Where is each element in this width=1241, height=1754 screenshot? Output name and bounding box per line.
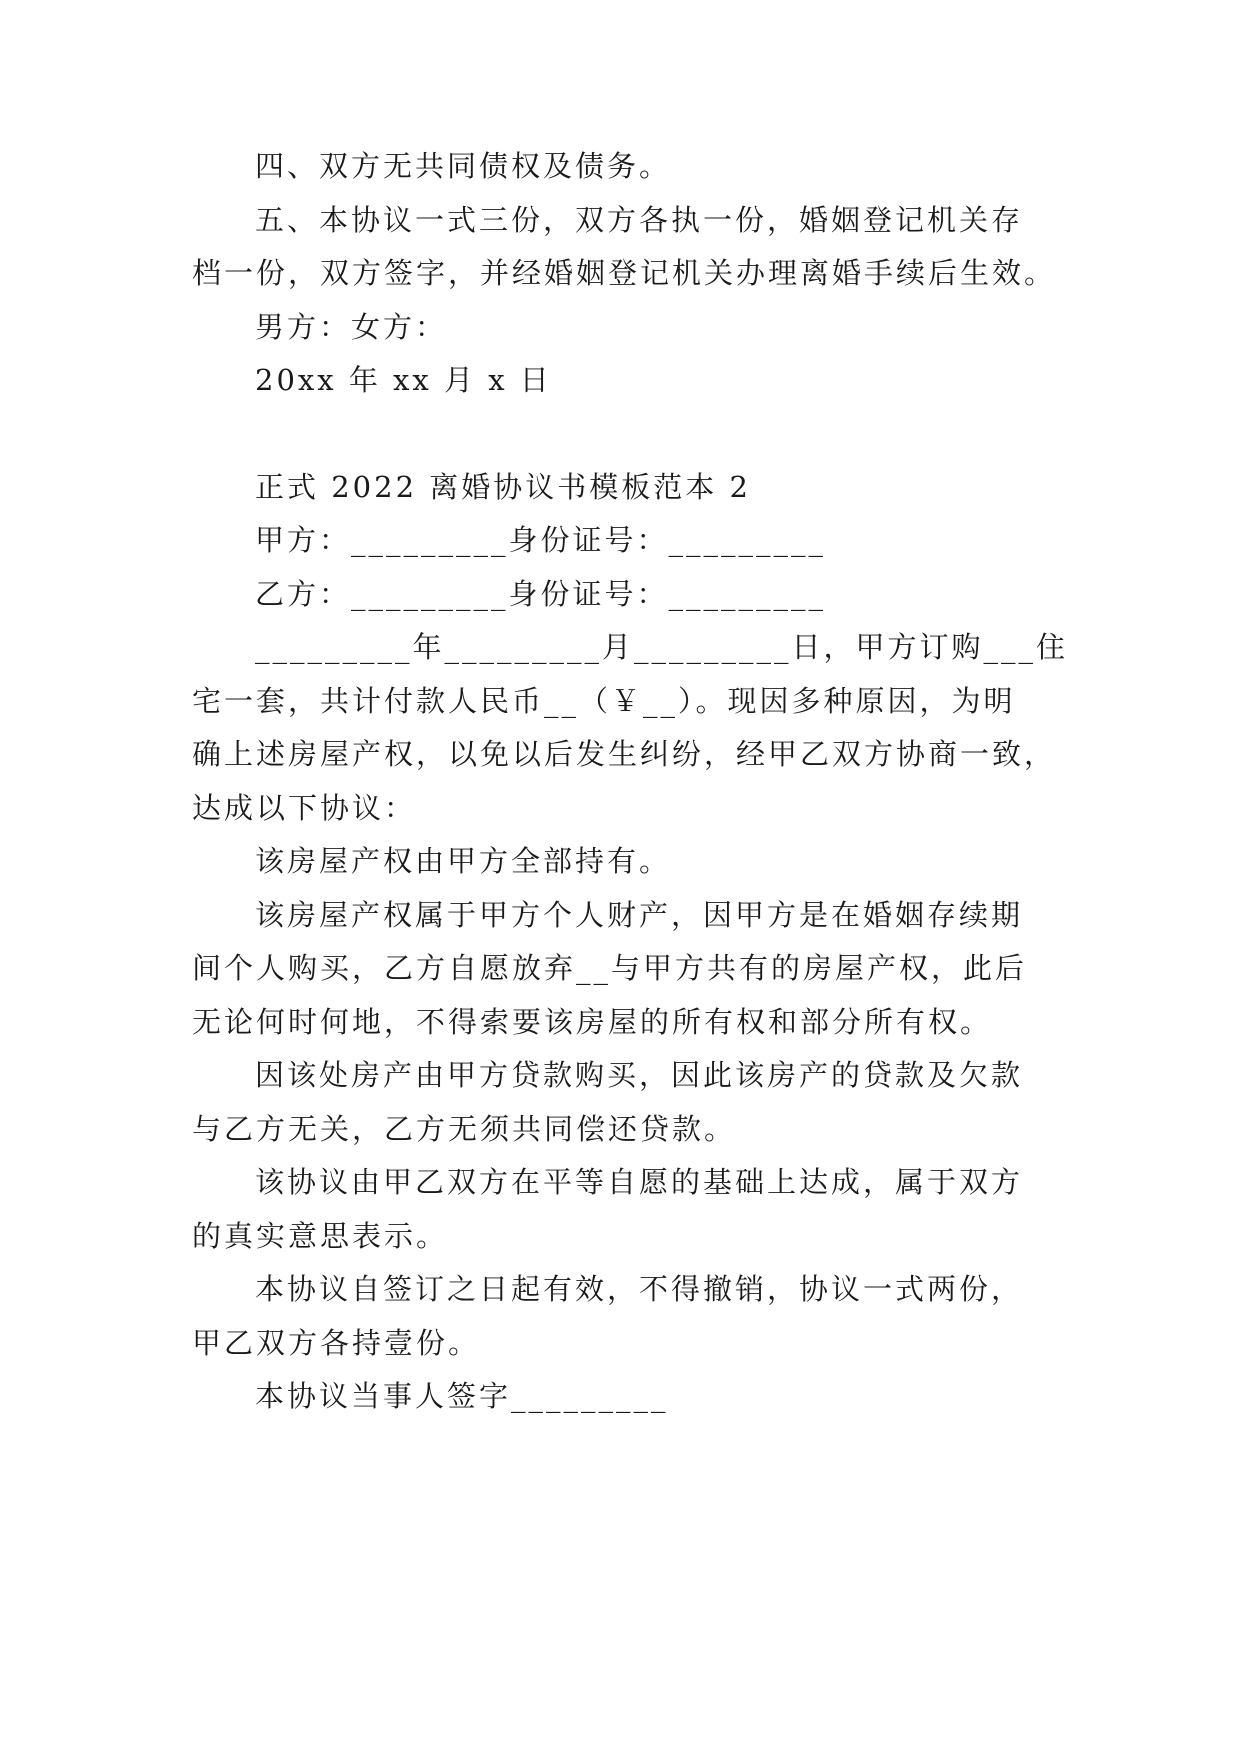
paragraph-4-line-1: 因该处房产由甲方贷款购买，因此该房产的贷款及欠款 <box>255 1058 1024 1092</box>
paragraph-1-line-3: 确上述房屋产权，以免以后发生纠纷，经甲乙双方协商一致， <box>192 737 1057 771</box>
party-b-line: 乙方：_________身份证号：_________ <box>255 577 827 611</box>
paragraph-5-line-2: 的真实意思表示。 <box>192 1219 449 1253</box>
paragraph-3-line-2: 间个人购买，乙方自愿放弃__与甲方共有的房屋产权，此后 <box>192 951 1028 985</box>
paragraph-6-line-2: 甲乙双方各持壹份。 <box>192 1326 481 1360</box>
paragraph-2: 该房屋产权由甲方全部持有。 <box>255 844 672 878</box>
paragraph-4-line-2: 与乙方无关，乙方无须共同偿还贷款。 <box>192 1112 737 1146</box>
paragraph-1-line-1: _________年_________月_________日，甲方订购___住 <box>255 630 1069 664</box>
paragraph-3-line-1: 该房屋产权属于甲方个人财产，因甲方是在婚姻存续期 <box>255 898 1024 932</box>
party-a-line: 甲方：_________身份证号：_________ <box>255 523 827 557</box>
paragraph-1-line-2: 宅一套，共计付款人民币__（￥__）。现因多种原因，为明 <box>192 684 1016 718</box>
clause-five-line-2: 档一份，双方签字，并经婚姻登记机关办理离婚手续后生效。 <box>192 256 1057 290</box>
paragraph-3-line-3: 无论何时何地，不得索要该房屋的所有权和部分所有权。 <box>192 1005 993 1039</box>
signature-parties: 男方：女方： <box>255 310 448 344</box>
signature-line: 本协议当事人签字_________ <box>255 1379 669 1413</box>
date-line: 20xx 年 xx 月 x 日 <box>255 363 552 397</box>
paragraph-1-line-4: 达成以下协议： <box>192 791 417 825</box>
clause-four: 四、双方无共同债权及债务。 <box>255 149 672 183</box>
clause-five-line-1: 五、本协议一式三份，双方各执一份，婚姻登记机关存 <box>255 203 1024 237</box>
paragraph-5-line-1: 该协议由甲乙双方在平等自愿的基础上达成，属于双方 <box>255 1165 1024 1199</box>
section-title: 正式 2022 离婚协议书模板范本 2 <box>255 470 751 504</box>
paragraph-6-line-1: 本协议自签订之日起有效，不得撤销，协议一式两份， <box>255 1272 1024 1306</box>
